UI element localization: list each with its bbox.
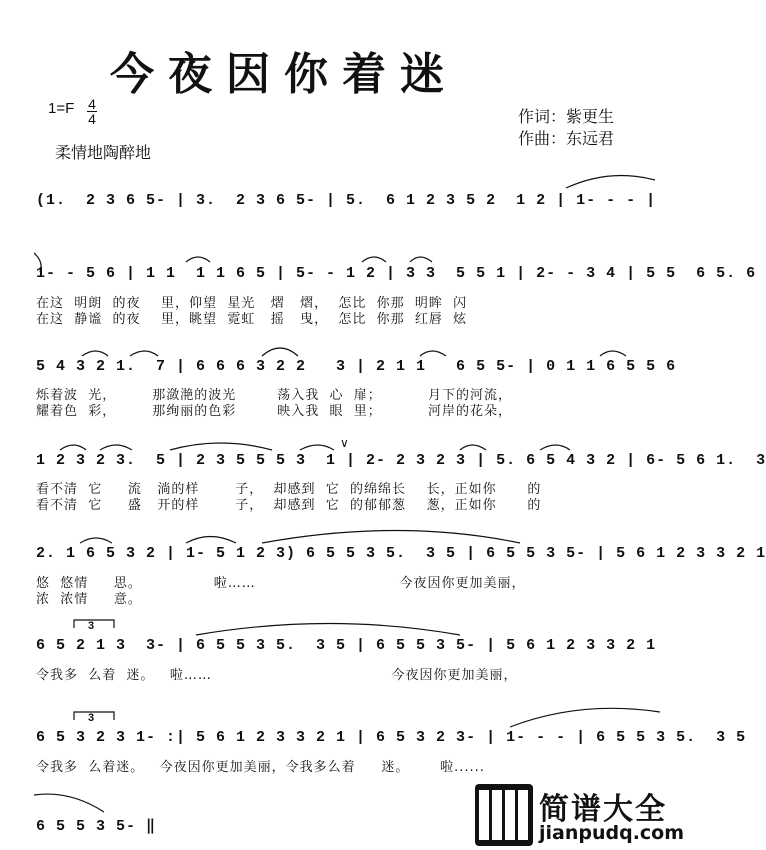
lyric-row-3-verse-1: 烁着波 光， 那潋滟的波光 荡入我 心 扉； 月下的河流， <box>36 388 512 403</box>
lyric-row-4-verse-2: 看不清 它 盛 开的样 子， 却感到 它 的郁郁葱 葱，正如你 的 <box>36 498 542 513</box>
triplet-mark: 3 <box>88 620 95 632</box>
page-title: 今夜因你着迷 <box>110 49 458 100</box>
score-row-5: 2. 1 6 5 3 2 | 1- 5 1 2 3) 6 5 5 3 5. 3 5 | 6 5 5 3 5- | 5 6 1 2 3 3 2 1 <box>36 545 766 562</box>
score-row-2: 1- - 5 6 | 1 1 1 1 6 5 | 5- - 1 2 | 3 3 5 5 1 | 2- - 3 4 | 5 5 6 5. 6 <box>36 265 757 282</box>
triplet-mark: 3 <box>88 712 95 724</box>
lyric-row-5-verse-2: 浓 浓情 意。 <box>36 592 142 607</box>
score-row-3: 5 4 3 2 1. 7 | 6 6 6 3 2 2 3 | 2 1 1 6 5 5- | 0 1 1 6 5 5 6 <box>36 358 677 375</box>
key-signature: 1=F <box>48 100 75 117</box>
composer-credit: 作曲：东远君 <box>518 131 615 148</box>
logo-url: jianpudq.com <box>539 822 685 844</box>
lyric-row-7-verse-1: 令我多 么着迷。 今夜因你更加美丽，令我多么着 迷。 啦...... <box>36 760 485 775</box>
time-signature-bottom: 4 <box>88 111 96 127</box>
logo-text: 简谱大全 <box>539 792 667 827</box>
breath-mark: ∨ <box>340 436 349 450</box>
lyric-row-3-verse-2: 耀着色 彩， 那绚丽的色彩 映入我 眼 里； 河岸的花朵， <box>36 404 512 419</box>
lyricist-credit: 作词：紫更生 <box>518 109 615 126</box>
score-row-1: (1. 2 3 6 5- | 3. 2 3 6 5- | 5. 6 1 2 3 5 2 1 2 | 1- - - | <box>36 192 657 209</box>
time-signature-top: 4 <box>88 96 96 112</box>
score-row-6: 6 5 2 1 3 3- | 6 5 5 3 5. 3 5 | 6 5 5 3 5- | 5 6 1 2 3 3 2 1 <box>36 637 657 654</box>
tempo-marking: 柔情地陶醉地 <box>55 145 152 162</box>
lyric-row-5-verse-1: 悠 悠情 思。 啦…… 今夜因你更加美丽， <box>36 576 526 591</box>
lyric-row-2-verse-2: 在这 静谧 的夜 里，眺望 霓虹 摇 曳， 怎比 你那 红唇 炫 <box>36 312 468 327</box>
score-row-4: 1 2 3 2 3. 5 | 2 3 5 5 5 3 1 | 2- 2 3 2 3 | 5. 6 5 4 3 2 | 6- 5 6 1. 3 <box>36 452 766 469</box>
score-row-7: 6 5 3 2 3 1- :| 5 6 1 2 3 3 2 1 | 6 5 3 2 3- | 1- - - | 6 5 5 3 5. 3 5 <box>36 729 747 746</box>
score-row-8: 6 5 5 3 5- ‖ <box>36 818 157 835</box>
lyric-row-2-verse-1: 在这 明朗 的夜 里，仰望 星光 熠 熠， 怎比 你那 明眸 闪 <box>36 296 468 311</box>
lyric-row-4-verse-1: 看不清 它 流 淌的样 子， 却感到 它 的绵绵长 长，正如你 的 <box>36 482 542 497</box>
jianpudq-logo <box>475 784 685 846</box>
piano-keys-icon <box>475 784 533 846</box>
lyric-row-6-verse-1: 令我多 么着 迷。 啦…… 今夜因你更加美丽， <box>36 668 518 683</box>
